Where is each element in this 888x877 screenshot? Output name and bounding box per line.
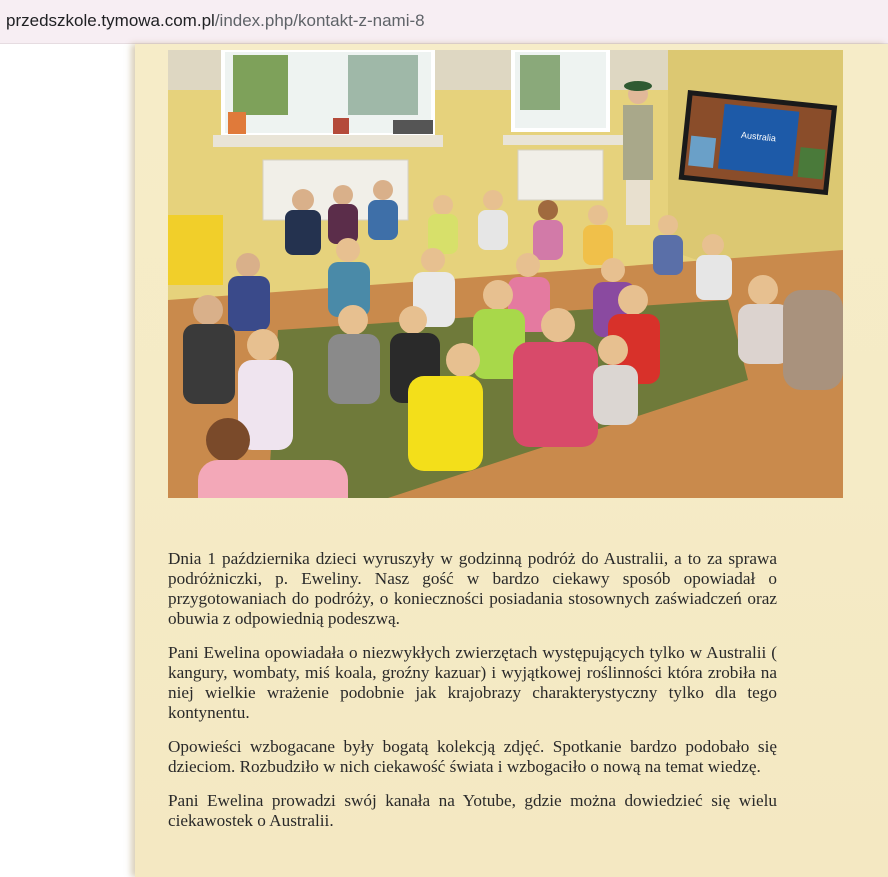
screen-title: Australia — [740, 129, 777, 144]
article-body — [168, 549, 777, 845]
article-container — [135, 44, 888, 877]
article-photo — [168, 50, 843, 498]
article-paragraph-3: Opowieści wzbogacane były bogatą kolekcją zdjęć. Spotkanie bardzo podobało się dzieciom. Rozbudziło w nich ciekawość świata i wzbogaciło o nową na temat wiedzę. — [168, 737, 777, 776]
article-paragraph-2: Pani Ewelina opowiadała o niezwykłych zwierzętach występujących tylko w Australii ( kangury, wombaty, miś koala, groźny kazuar) i wyjątkowej roślinności która zrobiła na niej wielkie wrażenie podobnie jak krajobrazy charakterystyczny tylko dla tego kontynentu. — [168, 643, 777, 722]
url-domain: przedszkole.tymowa.com.pl — [6, 11, 215, 30]
url-text[interactable] — [6, 11, 425, 31]
address-bar[interactable] — [0, 0, 888, 44]
url-path: /index.php/kontakt-z-nami-8 — [214, 11, 425, 30]
article-paragraph-4: Pani Ewelina prowadzi swój kanała na Yotube, gdzie można dowiedzieć się wielu ciekawostek o Australii. — [168, 791, 777, 830]
page — [0, 44, 888, 877]
article-paragraph-1: Dnia 1 października dzieci wyruszyły w godzinną podróż do Australii, a to za sprawa podróżniczki, p. Eweliny. Nasz gość w bardzo ciekawy sposób opowiadał o przygotowaniach do podróży, o konieczności posiadania stosownych zaświadczeń oraz obuwia z odpowiednią podeszwą. — [168, 549, 777, 628]
classroom-photo — [168, 50, 843, 498]
